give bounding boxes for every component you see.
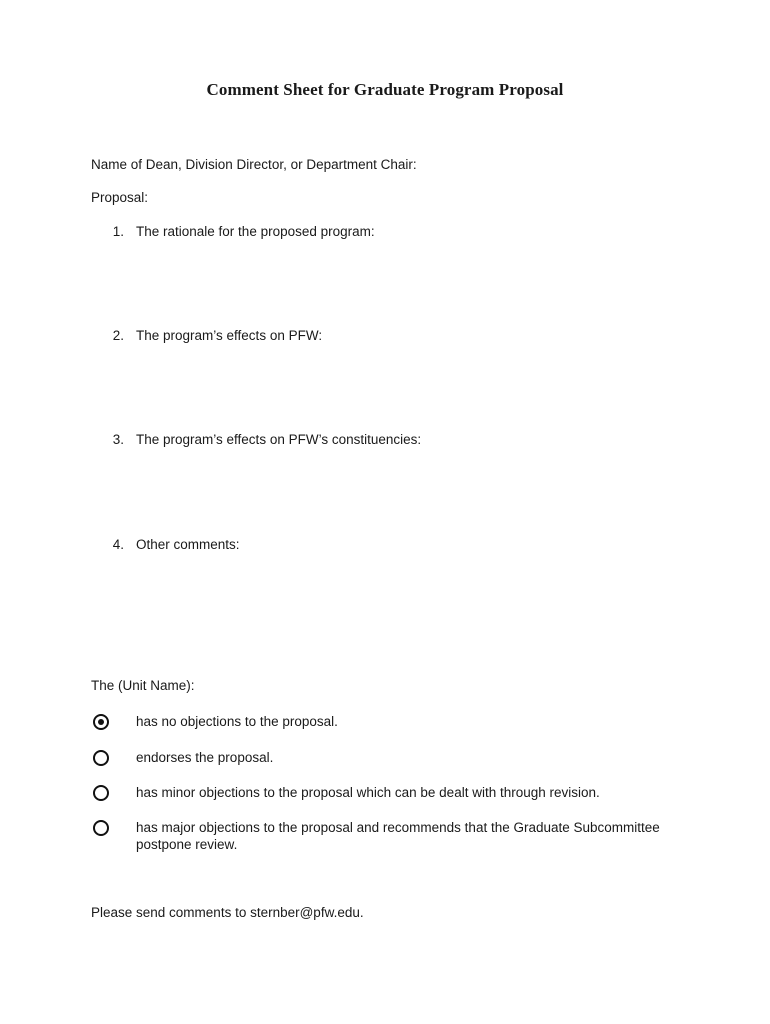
option-label: has minor objections to the proposal which can be dealt with through revision.: [136, 785, 600, 800]
footer-contact: Please send comments to sternber@pfw.edu.: [91, 905, 364, 920]
item-text-effects-pfw: The program’s effects on PFW:: [136, 328, 323, 343]
radio-unselected-icon[interactable]: [93, 820, 109, 836]
document-title: Comment Sheet for Graduate Program Proposal: [206, 80, 564, 99]
radio-unselected-icon[interactable]: [93, 785, 109, 801]
radio-selected-icon[interactable]: [93, 714, 109, 730]
proposal-label: Proposal:: [91, 190, 149, 205]
option-label: has major objections to the proposal and recommends that the Graduate Subcommittee postpone review.: [136, 820, 660, 852]
unit-name-label: The (Unit Name):: [91, 678, 195, 693]
option-label: has no objections to the proposal.: [136, 714, 338, 729]
item-text-rationale: The rationale for the proposed program:: [136, 224, 375, 239]
item-text-effects-constituencies: The program’s effects on PFW’s constituencies:: [136, 432, 422, 447]
item-number-2: 2.: [112, 328, 124, 343]
item-text-other-comments: Other comments:: [136, 537, 240, 552]
item-number-1: 1.: [112, 224, 124, 239]
item-number-3: 3.: [112, 432, 124, 447]
option-label: endorses the proposal.: [136, 750, 274, 765]
radio-unselected-icon[interactable]: [93, 750, 109, 766]
dean-name-label: Name of Dean, Division Director, or Department Chair:: [91, 157, 417, 172]
item-number-4: 4.: [112, 537, 124, 552]
